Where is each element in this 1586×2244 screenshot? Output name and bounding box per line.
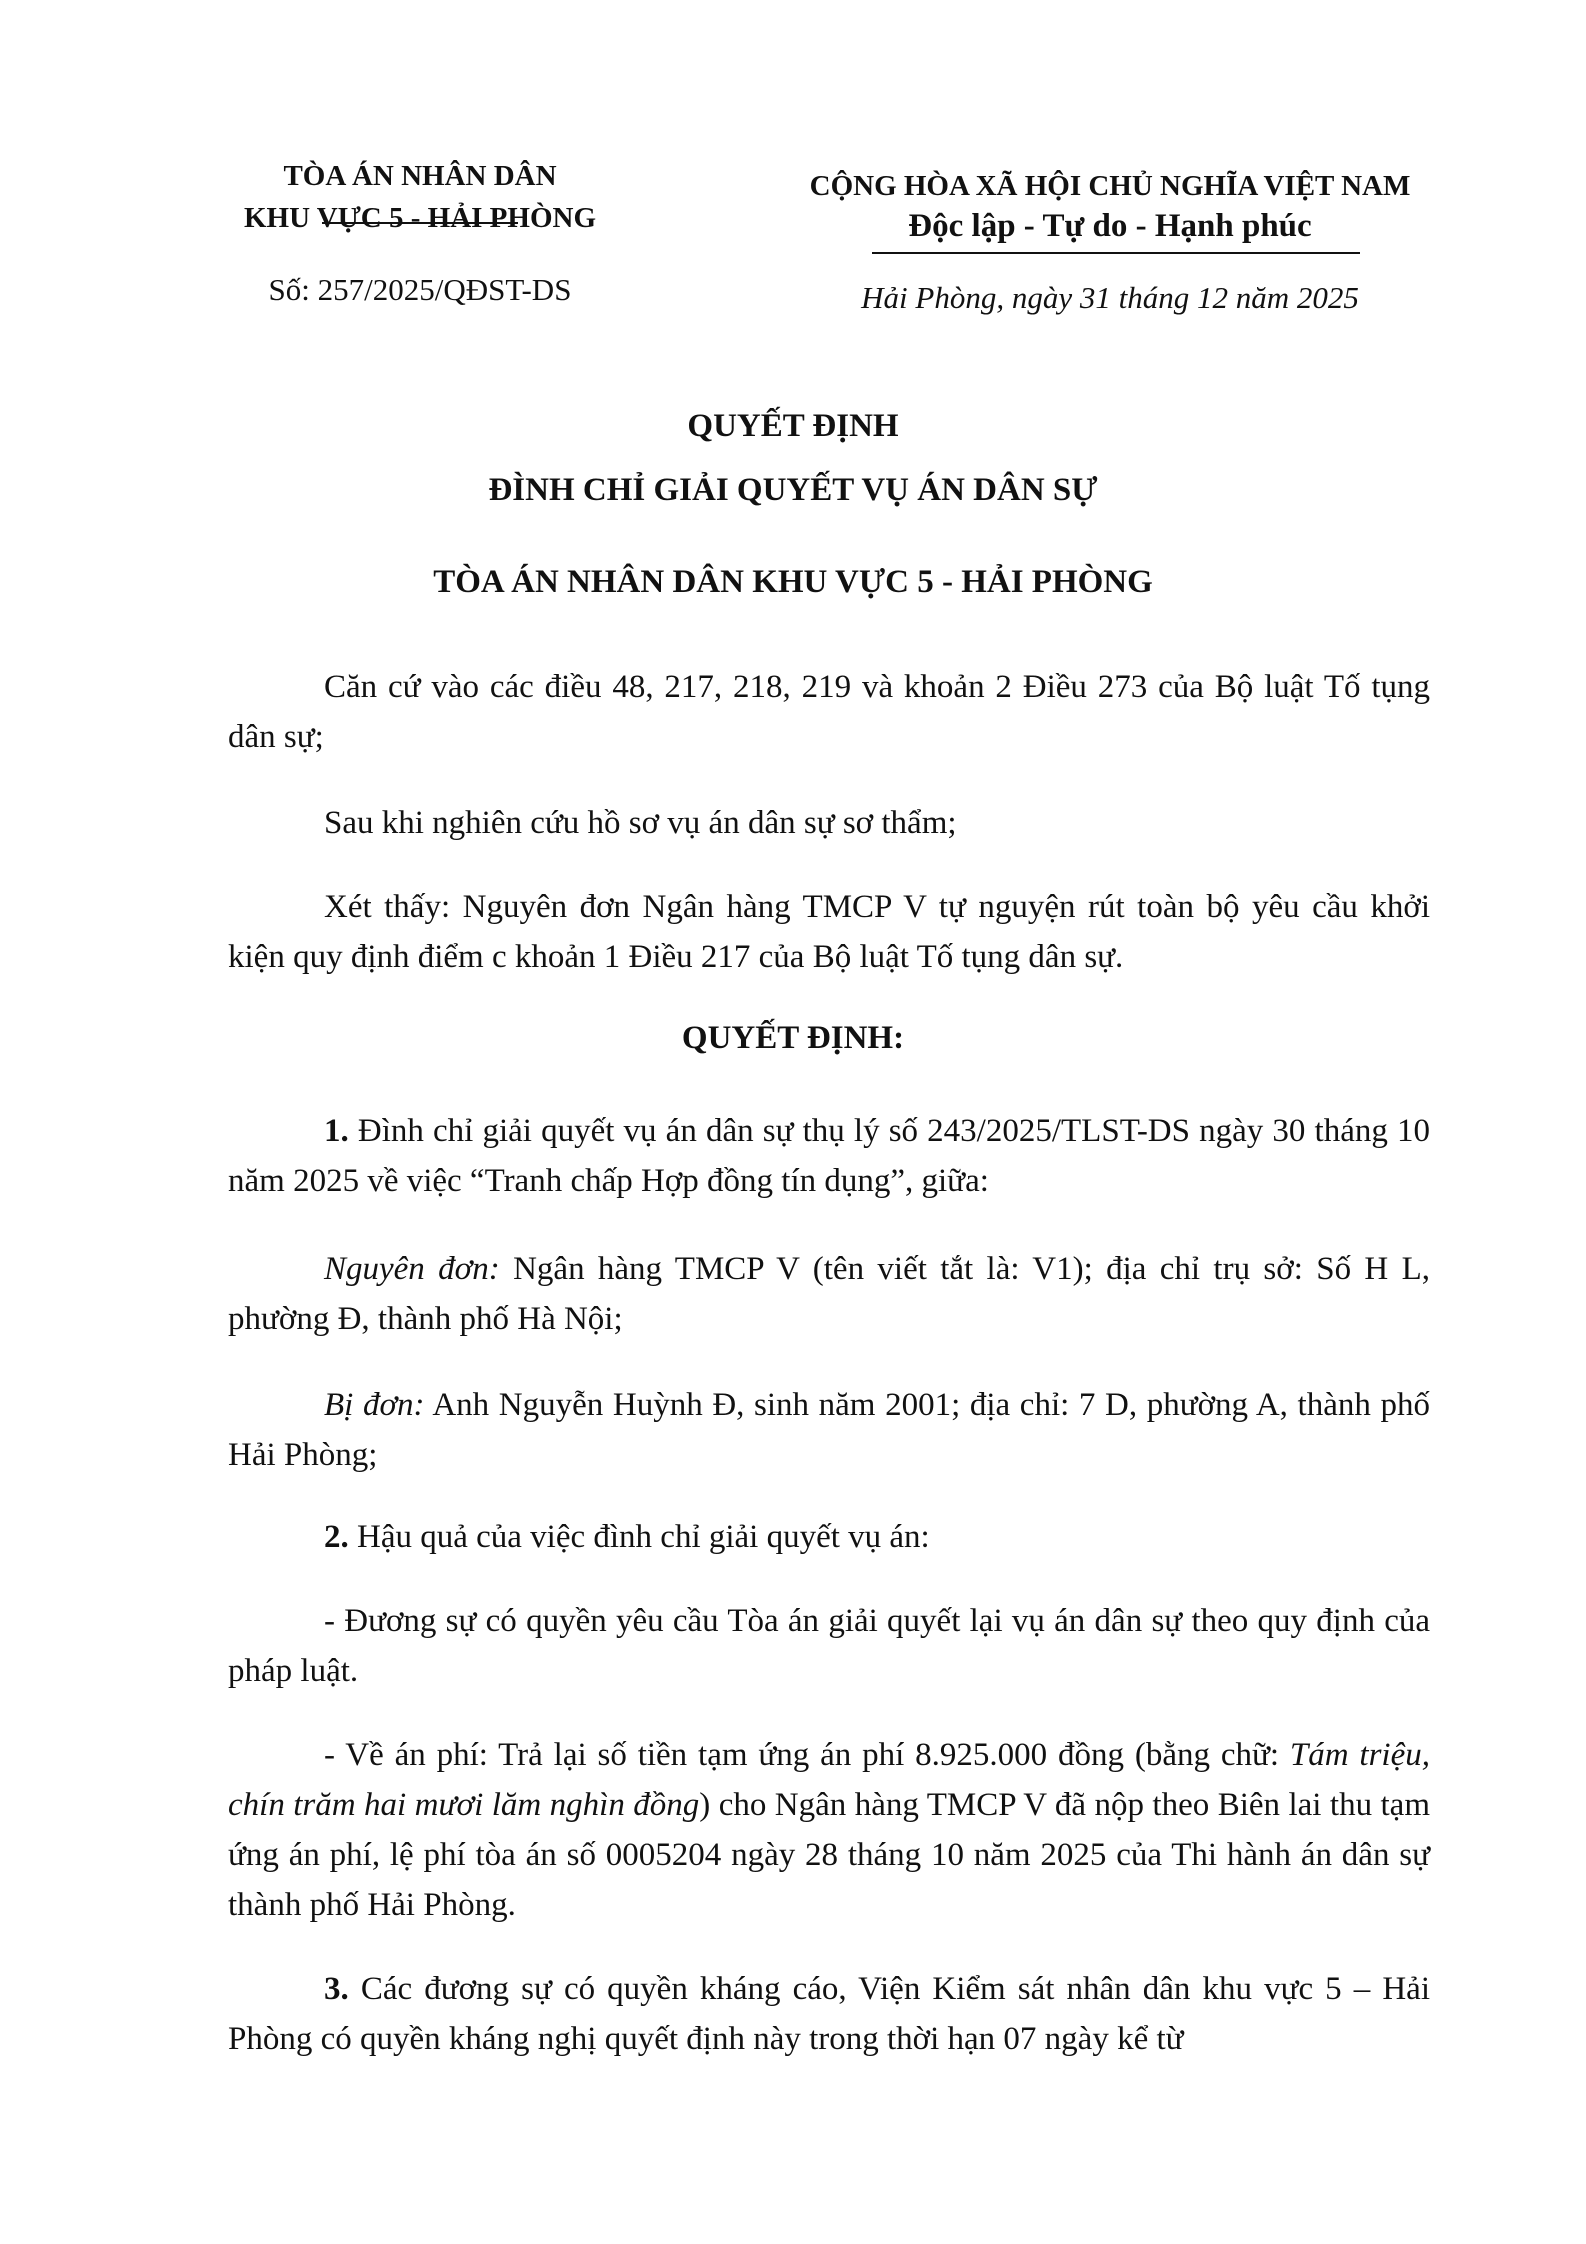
court-fee-details: ) cho Ngân hàng TMCP V đã nộp theo Biên lai thu tạm ứng án phí, lệ phí tòa án số 0005204 ngày 28 tháng 10 năm 2025 của Thi hành án dân sự thành phố Hải Phòng. <box>228 1787 1430 1923</box>
item-2-text: Hậu quả của việc đình chỉ giải quyết vụ án: <box>348 1519 930 1555</box>
national-header <box>760 166 1460 246</box>
decides-heading: QUYẾT ĐỊNH: <box>681 1020 905 1056</box>
item-2-number: 2. <box>324 1519 349 1555</box>
item-3-text: Các đương sự có quyền kháng cáo, Viện Kiểm sát nhân dân khu vực 5 – Hải Phòng có quyền kháng nghị quyết định này trong thời hạn 07 ngày kể từ <box>228 1971 1430 2057</box>
decision-number: Số: 257/2025/QĐST-DS <box>268 272 572 307</box>
court-fee-in-words: Tám triệu, chín trăm hai mươi lăm nghìn đồng <box>228 1737 1430 1823</box>
issue-date: Hải Phòng, ngày 31 tháng 12 năm 2025 <box>861 280 1359 315</box>
court-header <box>200 155 640 239</box>
review-paragraph: Sau khi nghiên cứu hồ sơ vụ án dân sự sơ thẩm; <box>324 805 957 841</box>
item-1-paragraph <box>228 1106 1430 1206</box>
court-header-underline <box>322 222 518 224</box>
document-title: QUYẾT ĐỊNH <box>687 408 899 444</box>
defendant-label: Bị đơn: <box>324 1387 425 1423</box>
national-name: CỘNG HÒA XÃ HỘI CHỦ NGHĨA VIỆT NAM <box>809 170 1411 202</box>
legal-basis-paragraph: Căn cứ vào các điều 48, 217, 218, 219 và khoản 2 Điều 273 của Bộ luật Tố tụng dân sự; <box>228 669 1430 755</box>
issuing-court: TÒA ÁN NHÂN DÂN KHU VỰC 5 - HẢI PHÒNG <box>433 564 1153 600</box>
considering-paragraph: Xét thấy: Nguyên đơn Ngân hàng TMCP V tự nguyện rút toàn bộ yêu cầu khởi kiện quy định điểm c khoản 1 Điều 217 của Bộ luật Tố tụng dân sự. <box>228 889 1430 975</box>
item-2-paragraph <box>228 1512 1430 1562</box>
plaintiff-paragraph <box>228 1244 1430 1344</box>
national-motto: Độc lập - Tự do - Hạnh phúc <box>908 208 1312 244</box>
court-fee-intro: - Về án phí: Trả lại số tiền tạm ứng án phí 8.925.000 đồng (bằng chữ: <box>324 1737 1290 1773</box>
item-1-number: 1. <box>324 1113 349 1149</box>
plaintiff-text: Ngân hàng TMCP V (tên viết tắt là: V1); địa chỉ trụ sở: Số H L, phường Đ, thành phố Hà Nội; <box>228 1251 1430 1337</box>
defendant-text: Anh Nguyễn Huỳnh Đ, sinh năm 2001; địa chỉ: 7 D, phường A, thành phố Hải Phòng; <box>228 1387 1430 1473</box>
document-subject: ĐÌNH CHỈ GIẢI QUYẾT VỤ ÁN DÂN SỰ <box>488 472 1098 508</box>
court-name-line1: TÒA ÁN NHÂN DÂN <box>283 160 557 192</box>
item-1-text: Đình chỉ giải quyết vụ án dân sự thụ lý số 243/2025/TLST-DS ngày 30 tháng 10 năm 2025 về việc “Tranh chấp Hợp đồng tín dụng”, giữa: <box>228 1113 1430 1199</box>
plaintiff-label: Nguyên đơn: <box>324 1251 500 1287</box>
court-fee-paragraph <box>228 1730 1430 1930</box>
rights-paragraph: - Đương sự có quyền yêu cầu Tòa án giải quyết lại vụ án dân sự theo quy định của pháp luật. <box>228 1603 1430 1689</box>
national-motto-underline <box>872 252 1360 254</box>
court-name-line2: KHU VỰC 5 - HẢI PHÒNG <box>243 202 597 234</box>
item-3-number: 3. <box>324 1971 349 2007</box>
defendant-paragraph <box>228 1380 1430 1480</box>
item-3-paragraph <box>228 1964 1430 2064</box>
